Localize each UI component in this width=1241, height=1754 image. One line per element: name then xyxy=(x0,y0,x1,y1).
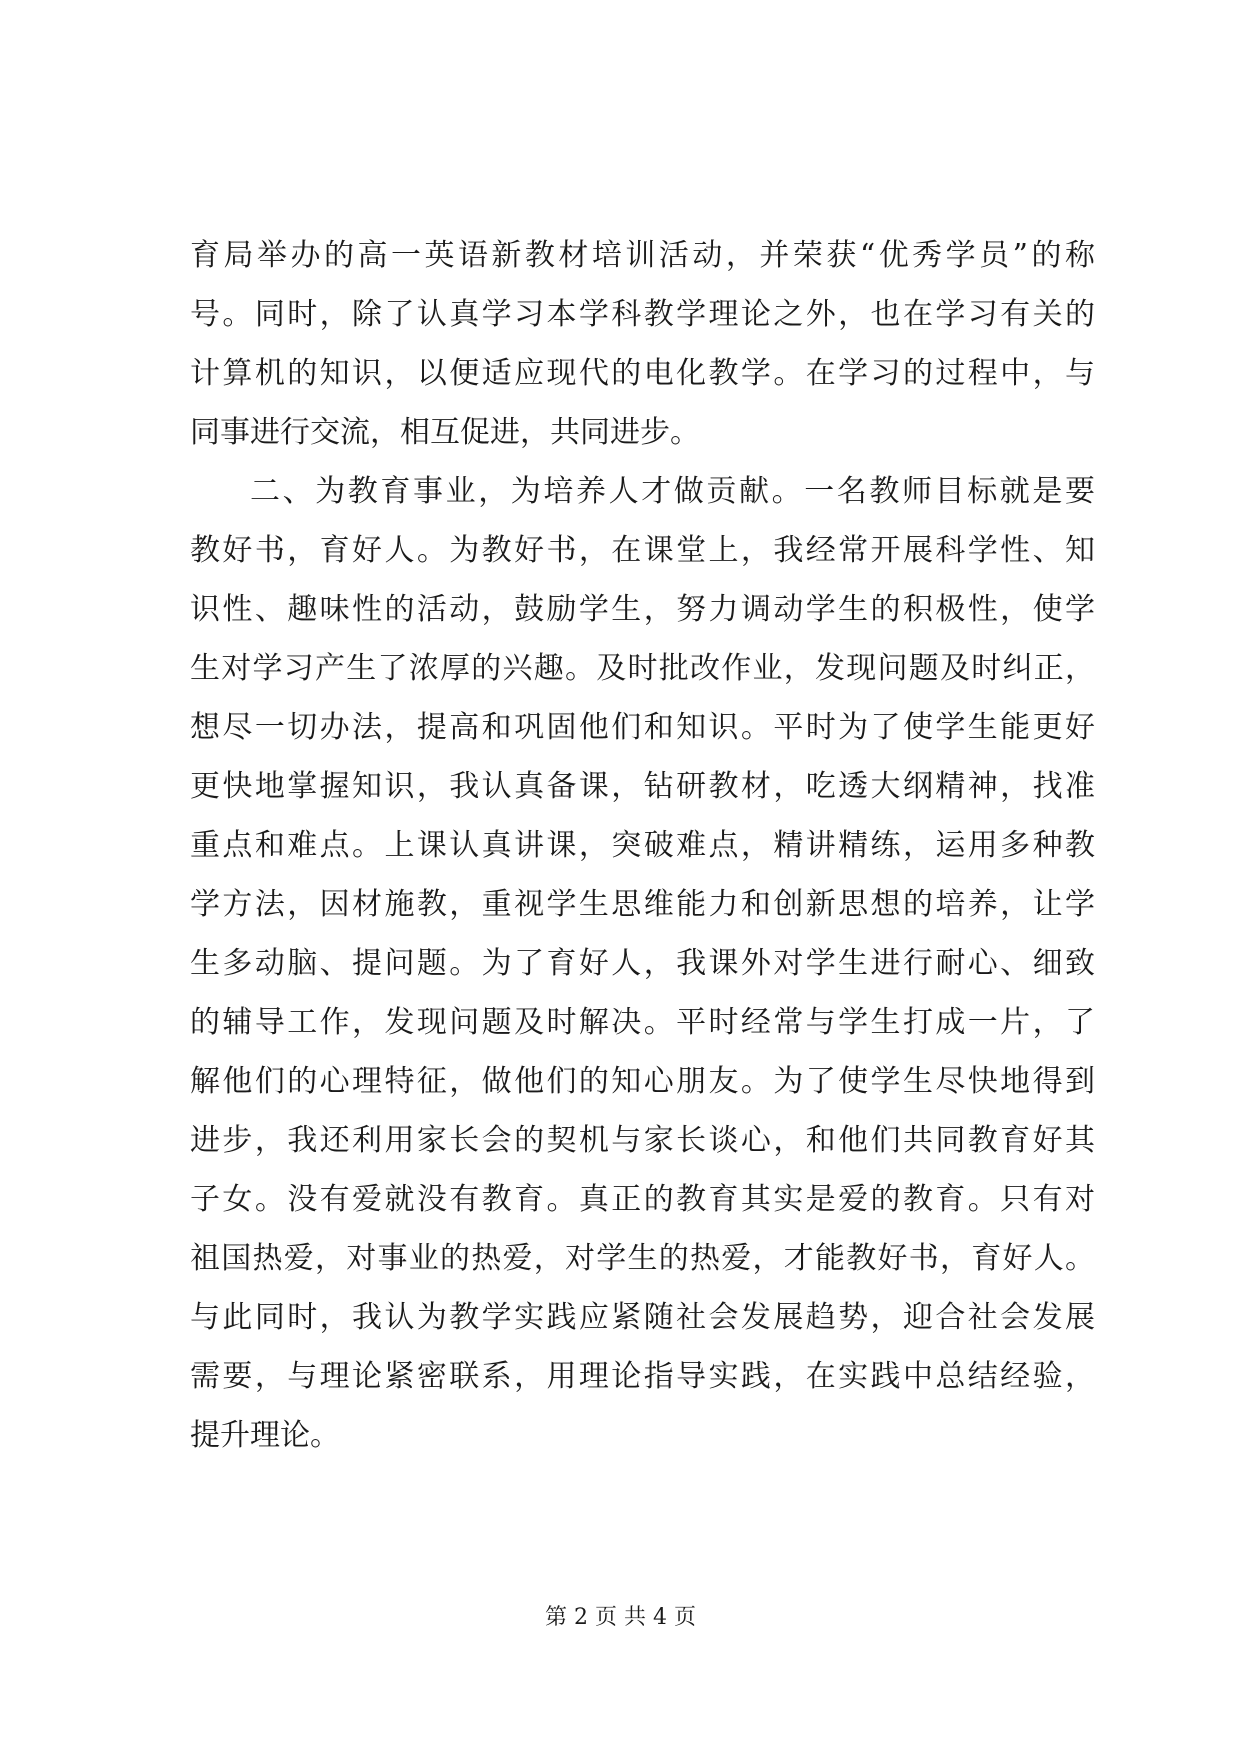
paragraph-line: 生多动脑、提问题。为了育好人，我课外对学生进行耐心、细致 xyxy=(190,946,1095,981)
paragraph-line: 的辅导工作，发现问题及时解决。平时经常与学生打成一片，了 xyxy=(190,1005,1095,1040)
paragraph-line: 同事进行交流，相互促进，共同进步。 xyxy=(190,415,700,450)
paragraph-line: 重点和难点。上课认真讲课，突破难点，精讲精练，运用多种教 xyxy=(190,828,1095,863)
paragraph-line: 想尽一切办法，提高和巩固他们和知识。平时为了使学生能更好 xyxy=(190,710,1095,745)
paragraph-line: 计算机的知识，以便适应现代的电化教学。在学习的过程中，与 xyxy=(190,356,1095,391)
paragraph-line: 号。同时，除了认真学习本学科教学理论之外，也在学习有关的 xyxy=(190,297,1095,332)
paragraph-line: 提升理论。 xyxy=(190,1418,340,1453)
paragraph-line: 进步，我还利用家长会的契机与家长谈心，和他们共同教育好其 xyxy=(190,1123,1095,1158)
paragraph-line: 二、为教育事业，为培养人才做贡献。一名教师目标就是要 xyxy=(250,474,1095,509)
paragraph-line: 教好书，育好人。为教好书，在课堂上，我经常开展科学性、知 xyxy=(190,533,1095,568)
paragraph-line: 学方法，因材施教，重视学生思维能力和创新思想的培养，让学 xyxy=(190,887,1095,922)
page-footer xyxy=(0,1603,1241,1633)
paragraph-line: 解他们的心理特征，做他们的知心朋友。为了使学生尽快地得到 xyxy=(190,1064,1095,1099)
paragraph-line: 需要，与理论紧密联系，用理论指导实践，在实践中总结经验， xyxy=(190,1359,1095,1394)
paragraph-line: 识性、趣味性的活动，鼓励学生，努力调动学生的积极性，使学 xyxy=(190,592,1095,627)
paragraph-line: 与此同时，我认为教学实践应紧随社会发展趋势，迎合社会发展 xyxy=(190,1300,1095,1335)
page-number-label: 第 2 页 共 4 页 xyxy=(545,1605,696,1630)
paragraph-line: 子女。没有爱就没有教育。真正的教育其实是爱的教育。只有对 xyxy=(190,1182,1095,1217)
paragraph-line: 生对学习产生了浓厚的兴趣。及时批改作业，发现问题及时纠正， xyxy=(190,651,1095,686)
paragraph-line: 祖国热爱，对事业的热爱，对学生的热爱，才能教好书，育好人。 xyxy=(190,1241,1095,1276)
paragraph-line: 育局举办的高一英语新教材培训活动，并荣获“优秀学员”的称 xyxy=(190,238,1095,273)
paragraph-line: 更快地掌握知识，我认真备课，钻研教材，吃透大纲精神，找准 xyxy=(190,769,1095,804)
body-text xyxy=(190,226,1095,1465)
